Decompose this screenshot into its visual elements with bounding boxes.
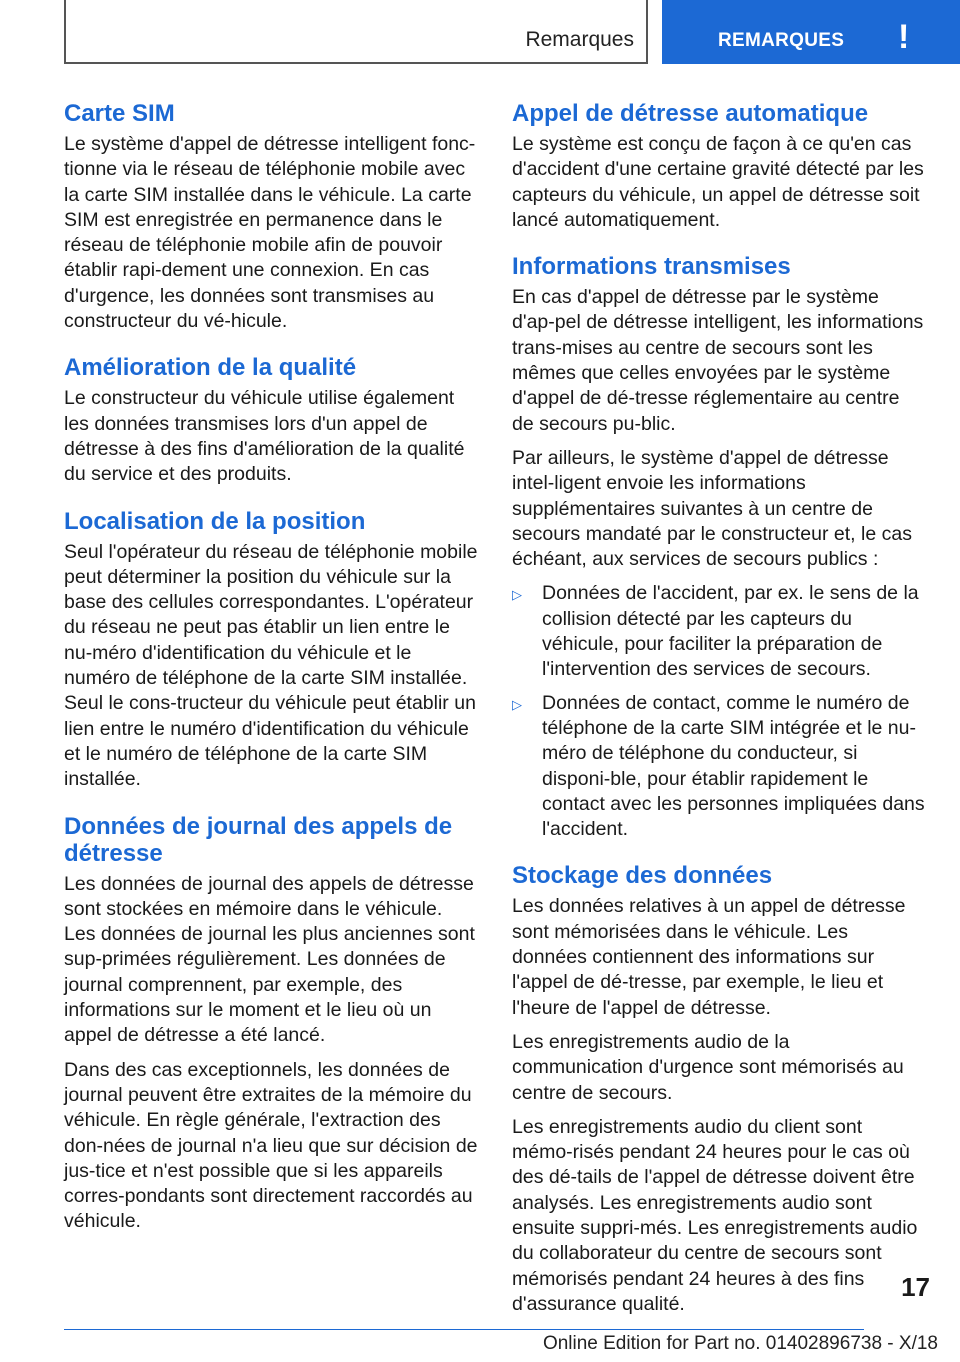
left-column — [64, 100, 478, 1255]
list-item-text: Données de l'accident, par ex. le sens de la collision détecté par les capteurs du véhicule, pour faciliter la préparation de l'intervention des services de secours. — [542, 582, 919, 681]
section-title: Appel de détresse automatique — [512, 100, 869, 127]
triangle-bullet-icon: ▷ — [512, 696, 522, 712]
bullet-list — [512, 581, 926, 842]
list-item — [512, 691, 926, 843]
triangle-bullet-icon: ▷ — [512, 587, 522, 603]
footer-divider — [64, 1329, 864, 1330]
paragraph: Les données relatives à un appel de détresse sont mémorisées dans le véhicule. Les données contiennent des informations sur l'appel de dé-tresse, par exemple, le lieu et l'heure de l'appel de détresse. — [512, 895, 906, 1019]
section-title: Amélioration de la qualité — [64, 354, 357, 382]
section-donnees-journal — [64, 813, 478, 1235]
paragraph: Les enregistrements audio de la communication d'urgence sont mémorisés au centre de secours. — [512, 1030, 904, 1104]
section-carte-sim — [64, 100, 478, 334]
section-title: Localisation de la position — [64, 507, 366, 535]
section-title: Carte SIM — [64, 100, 175, 127]
section-amelioration-qualite — [64, 354, 478, 487]
list-item-text: Données de contact, comme le numéro de téléphone de la carte SIM intégrée et le nu-méro de téléphone du conducteur, si disponi-ble, pour établir rapidement le contact avec les personnes impliquées dans l'accident. — [542, 691, 925, 841]
section-appel-automatique — [512, 100, 926, 233]
paragraph: Les données de journal des appels de détresse sont stockées en mémoire dans le véhicule. Les données de journal les plus anciennes sont sup-primées régulièrement. Les données de journal comprennent, par exemple, des informations sur le moment et le lieu où un appel de détresse a été lancé. — [64, 872, 475, 1047]
paragraph: Les enregistrements audio du client sont mémo-risés pendant 24 heures pour le cas où des dé-tails de l'appel de détresse doivent être analysés. Les enregistrements audio sont ensuite suppri-més. Les enregistrements audio du collaborateur du centre de secours sont mémorisés pendant 24 heures à des fins d'assurance qualité. — [512, 1115, 918, 1315]
paragraph: En cas d'appel de détresse par le système d'ap-pel de détresse intelligent, les informations trans-mises au centre de secours sont les mêmes que celles envoyées par le système d'appel de dé-tresse réglementaire au centre de secours pu-blic. — [512, 286, 924, 435]
paragraph: Par ailleurs, le système d'appel de détresse intel-ligent envoie les informations supplémentaires suivantes à un centre de secours mandaté par le constructeur et, le cas échéant, aux services de secours publics : — [512, 446, 912, 571]
paragraph: Seul l'opérateur du réseau de téléphonie mobile peut déterminer la position du véhicule sur la base des cellules correspondantes. L'opérateur du réseau ne peut pas établir un lien entre le nu-méro d'identification du véhicule et le numéro de téléphone de la carte SIM installée. Seul le cons-tructeur du véhicule peut établir un lien entre le numéro d'identification du véhicule et le numéro de téléphone de la carte SIM installée. — [64, 540, 478, 791]
list-item — [512, 581, 926, 682]
paragraph: Le constructeur du véhicule utilise également les données transmises lors d'un appel de détresse à des fins d'amélioration de la qualité du service et des produits. — [64, 387, 465, 486]
section-stockage-donnees — [512, 862, 926, 1317]
footer-edition-text: Online Edition for Part no. 01402896738 - X/18 — [542, 1333, 938, 1354]
header-section-title: Remarques — [525, 28, 634, 51]
paragraph: Le système est conçu de façon à ce qu'en cas d'accident d'une certaine gravité détecté par les capteurs du véhicule, un appel de détresse soit lancé automatiquement. — [512, 133, 924, 231]
page-number: 17 — [901, 1272, 930, 1302]
paragraph: Le système d'appel de détresse intelligent fonc-tionne via le réseau de téléphonie mobile avec la carte SIM installée dans le véhicule. La carte SIM est enregistrée en permanence dans le réseau de téléphonie mobile afin de pouvoir établir rapi-dement une connexion. En cas d'urgence, les données sont transmises au constructeur du vé-hicule. — [64, 133, 476, 333]
exclamation-icon: ! — [898, 18, 910, 56]
section-title: Stockage des données — [512, 862, 773, 890]
paragraph: Dans des cas exceptionnels, les données de journal peuvent être extraites de la mémoire du véhicule. En règle générale, l'extraction des don-nées de journal n'a lieu que sur décision de jus-tice et n'est possible que si les appareils corres-pondants sont directement raccordés au véhicule. — [64, 1058, 478, 1233]
section-title: Informations transmises — [512, 253, 791, 281]
section-title: Données de journal des appels de détresse — [64, 812, 453, 867]
right-column — [512, 100, 926, 1337]
section-informations-transmises — [512, 253, 926, 842]
section-localisation-position — [64, 508, 478, 793]
chapter-tab-label: REMARQUES — [718, 30, 845, 51]
header-chapter-tab — [662, 0, 960, 64]
